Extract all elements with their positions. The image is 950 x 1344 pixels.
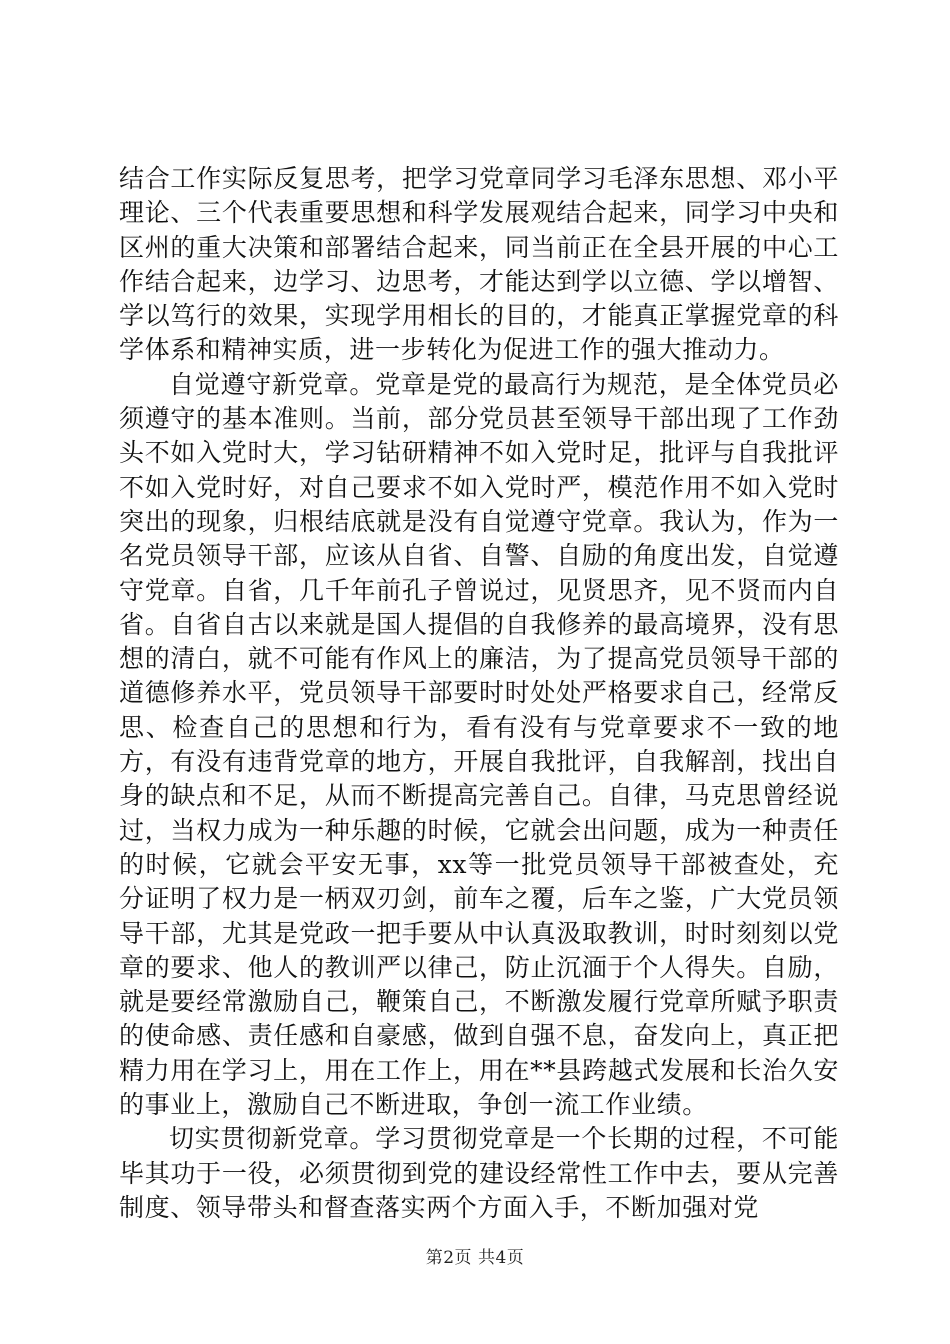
page-number-footer: 第2页 共4页: [425, 1248, 525, 1268]
document-body: [119, 162, 839, 1225]
paragraph-implement-charter: 切实贯彻新党章。学习贯彻党章是一个长期的过程，不可能毕其功于一役，必须贯彻到党的建设经常性工作中去，要从完善制度、领导带头和督查落实两个方面入手，不断加强对党: [119, 1124, 839, 1222]
paragraph-observe-charter: 自觉遵守新党章。党章是党的最高行为规范，是全体党员必须遵守的基本准则。当前，部分党员甚至领导干部出现了工作劲头不如入党时大，学习钻研精神不如入党时足，批评与自我批评不如入党时好，对自己要求不如入党时严，模范作用不如入党时突出的现象，归根结底就是没有自觉遵守党章。我认为，作为一名党员领导干部，应该从自省、自警、自励的角度出发，自觉遵守党章。自省，几千年前孔子曾说过，见贤思齐，见不贤而内自省。自省自古以来就是国人提倡的自我修养的最高境界，没有思想的清白，就不可能有作风上的廉洁，为了提高党员领导干部的道德修养水平，党员领导干部要时时处处严格要求自己，经常反思、检查自己的思想和行为，看有没有与党章要求不一致的地方，有没有违背党章的地方，开展自我批评，自我解剖，找出自身的缺点和不足，从而不断提高完善自己。自律，马克思曾经说过，当权力成为一种乐趣的时候，它就会出问题，成为一种责任的时候，它就会平安无事，xx等一批党员领导干部被查处，充分证明了权力是一柄双刃剑，前车之覆，后车之鉴，广大党员领导干部，尤其是党政一把手要从中认真汲取教训，时时刻刻以党章的要求、他人的教训严以律己，防止沉湎于个人得失。自励，就是要经常激励自己，鞭策自己，不断激发履行党章所赋予职责的使命感、责任感和自豪感，做到自强不息，奋发向上，真正把精力用在学习上，用在工作上，用在**县跨越式发展和长治久安的事业上，激励自己不断进取，争创一流工作业绩。: [119, 369, 839, 1120]
paragraph-continuation: 结合工作实际反复思考，把学习党章同学习毛泽东思想、邓小平理论、三个代表重要思想和科学发展观结合起来，同学习中央和区州的重大决策和部署结合起来，同当前正在全县开展的中心工作结合起来，边学习、边思考，才能达到学以立德、学以增智、学以笃行的效果，实现学用相长的目的，才能真正掌握党章的科学体系和精神实质，进一步转化为促进工作的强大推动力。: [119, 164, 839, 365]
